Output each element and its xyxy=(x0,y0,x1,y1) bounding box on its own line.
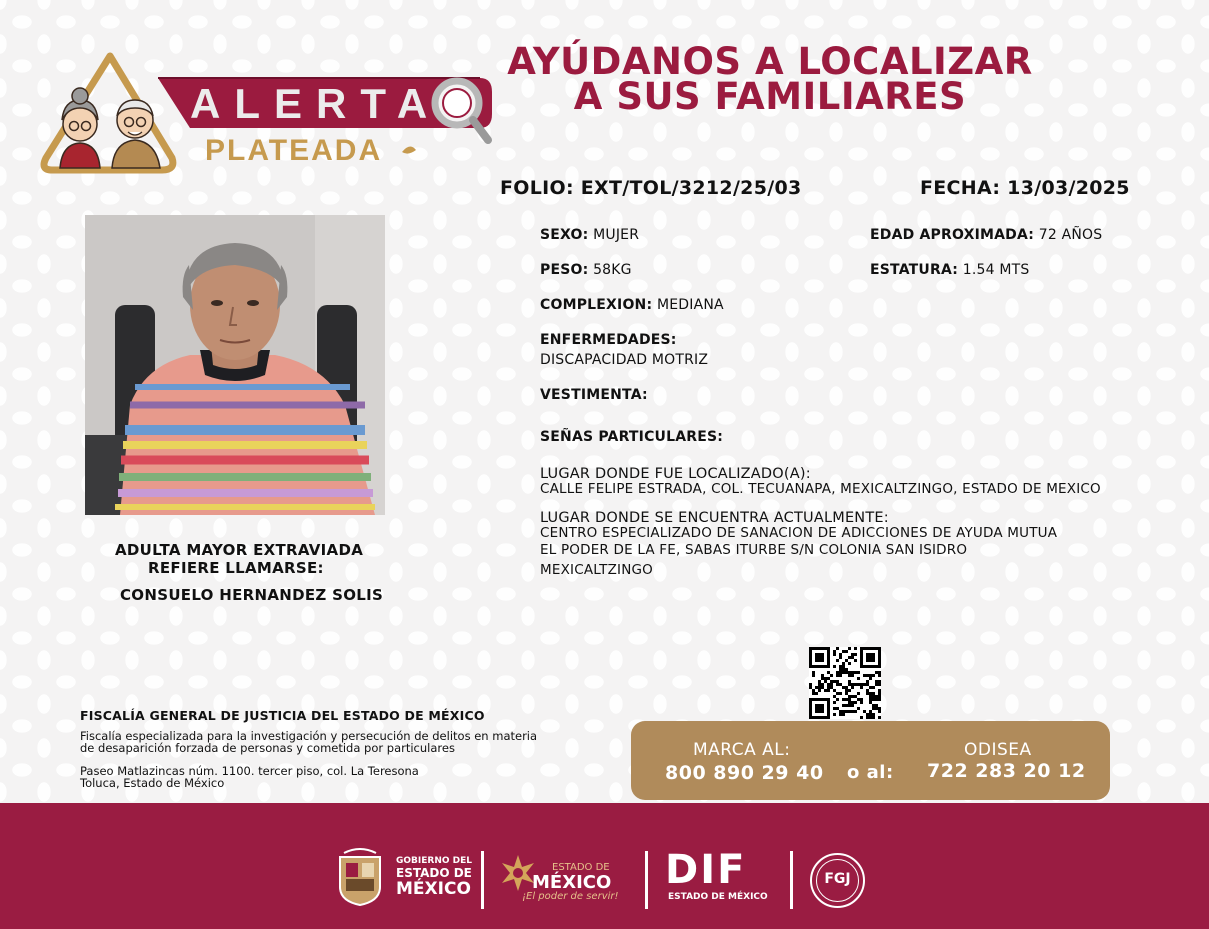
senas-label: SEÑAS PARTICULARES: xyxy=(540,429,724,445)
qr-code[interactable] xyxy=(809,647,881,719)
fgj-seal-icon xyxy=(810,853,865,908)
actual-line1: CENTRO ESPECIALIZADO DE SANACION DE ADICCIONES DE AYUDA MUTUA xyxy=(540,525,1058,541)
fiscalia-title: FISCALÍA GENERAL DE JUSTICIA DEL ESTADO DE MÉXICO xyxy=(80,708,485,723)
field-complexion xyxy=(540,297,724,313)
footer-divider xyxy=(481,851,484,909)
field-estatura xyxy=(870,262,1029,278)
person-photo xyxy=(85,215,385,515)
fiscalia-desc2: de desaparición forzada de personas y cometida por particulares xyxy=(80,741,455,755)
peso-value: 58KG xyxy=(593,262,632,278)
alerta-plateada-logo xyxy=(40,48,500,178)
person-name: CONSUELO HERNANDEZ SOLIS xyxy=(120,586,384,604)
fiscalia-addr1: Paseo Matlazincas núm. 1100. tercer piso, col. La Teresona xyxy=(80,764,419,778)
actual-line3: MEXICALTZINGO xyxy=(540,562,653,578)
fecha: FECHA: 13/03/2025 xyxy=(920,177,1130,199)
gob-line2: ESTADO DE xyxy=(396,866,472,880)
localizado-value: CALLE FELIPE ESTRADA, COL. TECUANAPA, MEXICALTZINGO, ESTADO DE MEXICO xyxy=(540,481,1101,497)
field-peso xyxy=(540,262,632,278)
coat-of-arms-icon xyxy=(334,847,386,907)
peso-label: PESO: xyxy=(540,262,589,278)
footer-band xyxy=(0,803,1209,929)
actual-line2: EL PODER DE LA FE, SABAS ITURBE S/N COLONIA SAN ISIDRO xyxy=(540,542,968,558)
edomex-line1: ESTADO DE xyxy=(552,862,610,873)
marca-number[interactable]: 800 890 29 40 xyxy=(665,762,824,784)
or-label: o al: xyxy=(847,762,894,783)
gob-line3: MÉXICO xyxy=(396,879,471,899)
edomex-slogan: ¡El poder de servir! xyxy=(522,891,619,902)
marca-label: MARCA AL: xyxy=(693,740,791,760)
footer-divider xyxy=(790,851,793,909)
localizado-label: LUGAR DONDE FUE LOCALIZADO(A): xyxy=(540,466,811,482)
folio: FOLIO: EXT/TOL/3212/25/03 xyxy=(500,177,802,199)
vestimenta-label: VESTIMENTA: xyxy=(540,387,648,403)
sexo-value: MUJER xyxy=(593,227,640,243)
fiscalia-addr2: Toluca, Estado de México xyxy=(80,776,225,790)
sexo-label: SEXO: xyxy=(540,227,589,243)
caption-line2: REFIERE LLAMARSE: xyxy=(148,559,324,577)
edad-label: EDAD APROXIMADA: xyxy=(870,227,1035,243)
dif-subtitle: ESTADO DE MÉXICO xyxy=(668,892,768,902)
field-sexo xyxy=(540,227,639,243)
enfermedades-value: DISCAPACIDAD MOTRIZ xyxy=(540,352,709,368)
headline-line1: AYÚDANOS A LOCALIZAR xyxy=(507,40,1033,83)
edomex-line2: MÉXICO xyxy=(532,872,612,893)
estatura-value: 1.54 MTS xyxy=(962,262,1030,278)
dif-logo-text: DIF xyxy=(665,847,747,893)
fiscalia-desc1: Fiscalía especializada para la investigación y persecución de delitos en materia xyxy=(80,729,538,743)
enfermedades-label: ENFERMEDADES: xyxy=(540,332,677,348)
gob-line1: GOBIERNO DEL xyxy=(396,856,472,866)
footer-divider xyxy=(645,851,648,909)
logo-plateada-text: PLATEADA xyxy=(205,134,383,167)
complexion-value: MEDIANA xyxy=(656,297,724,313)
complexion-label: COMPLEXION: xyxy=(540,297,653,313)
fgj-text: FGJ xyxy=(824,871,851,887)
caption-line1: ADULTA MAYOR EXTRAVIADA xyxy=(115,541,364,559)
odisea-label: ODISEA xyxy=(964,740,1032,760)
logo-alerta-text: ALERTA xyxy=(190,80,442,127)
estatura-label: ESTATURA: xyxy=(870,262,959,278)
odisea-number[interactable]: 722 283 20 12 xyxy=(927,760,1086,782)
edad-value: 72 AÑOS xyxy=(1038,227,1103,243)
actual-label: LUGAR DONDE SE ENCUENTRA ACTUALMENTE: xyxy=(540,510,889,526)
contact-box xyxy=(631,721,1110,800)
field-edad xyxy=(870,227,1102,243)
headline-line2: A SUS FAMILIARES xyxy=(573,75,967,118)
